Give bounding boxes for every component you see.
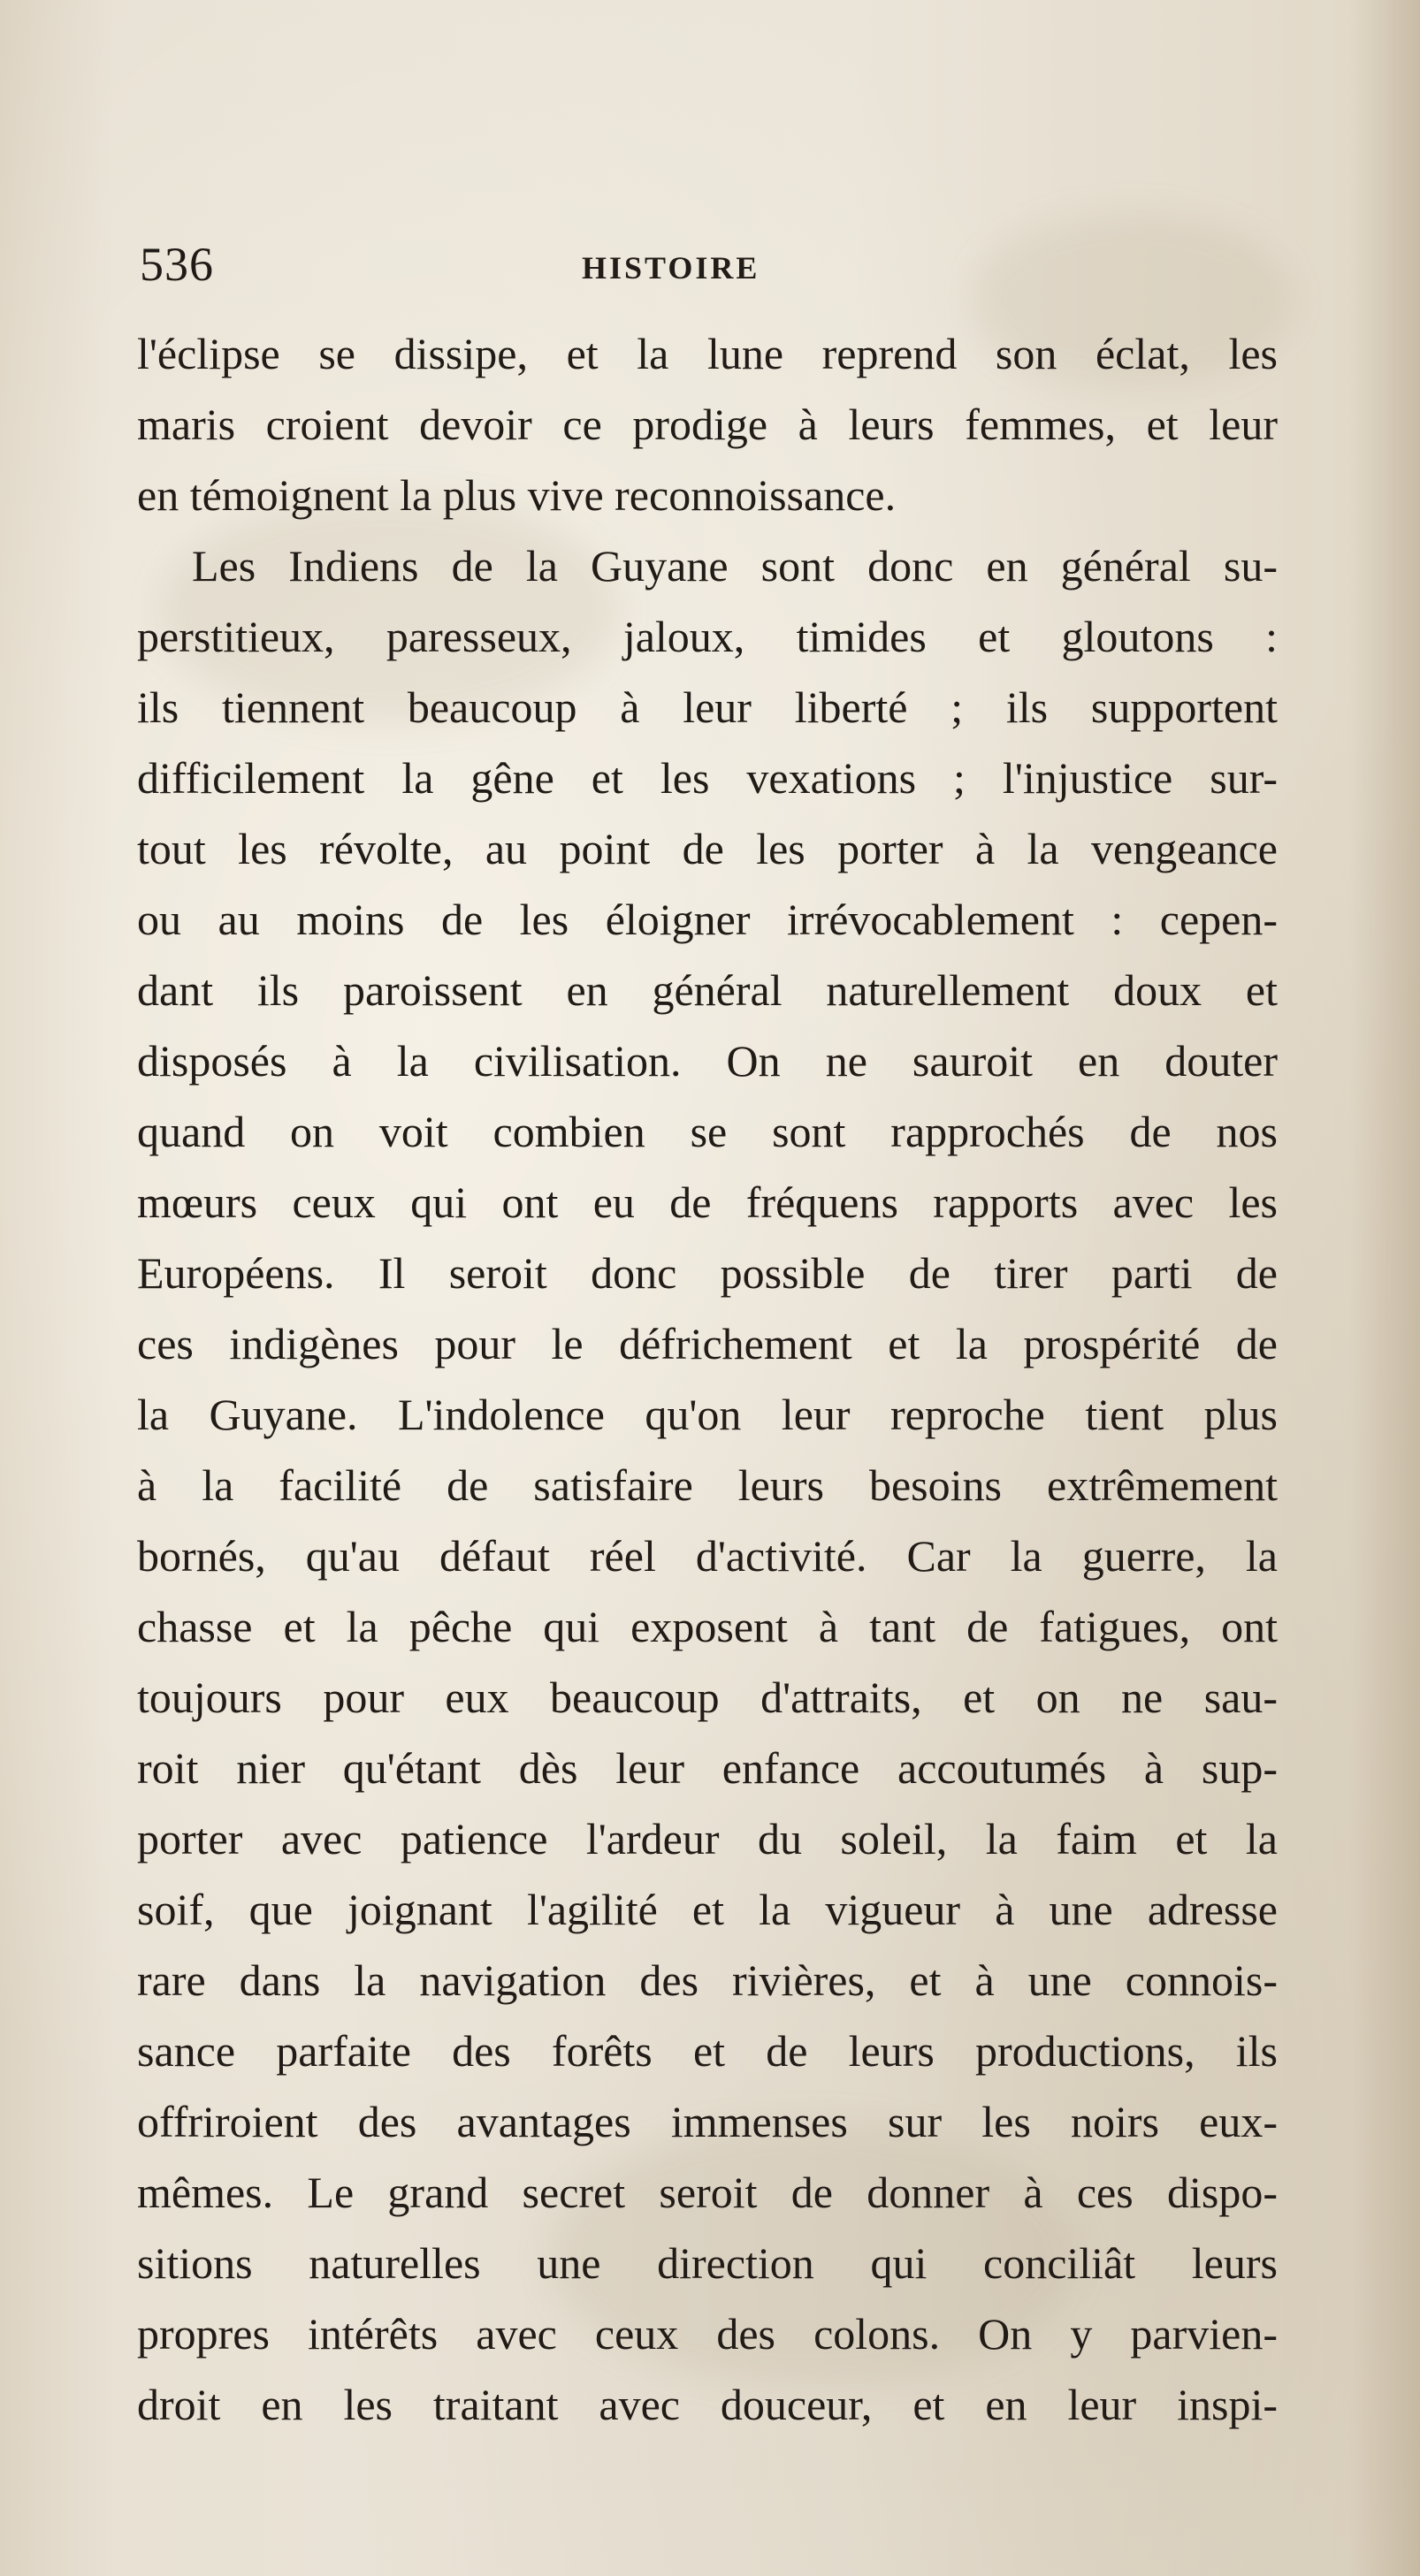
text-line: en témoignent la plus vive reconnoissance.: [137, 470, 897, 520]
text-line: maris croient devoir ce prodige à leurs femmes, et leur: [137, 400, 1278, 449]
text-line: ces indigènes pour le défrichement et la prospérité de: [137, 1319, 1278, 1368]
text-line: bornés, qu'au défaut réel d'activité. Car la guerre, la: [137, 1531, 1278, 1581]
text-line: chasse et la pêche qui exposent à tant de fatigues, ont: [137, 1602, 1278, 1651]
text-line: sitions naturelles une direction qui conciliât leurs: [137, 2238, 1278, 2288]
text-line: disposés à la civilisation. On ne sauroit en douter: [137, 1036, 1278, 1086]
text-line: mêmes. Le grand secret seroit de donner à ces dispo-: [137, 2168, 1278, 2217]
text-line: perstitieux, paresseux, jaloux, timides et gloutons :: [137, 612, 1278, 661]
text-line: rare dans la navigation des rivières, et à une connois-: [137, 1955, 1278, 2005]
text-line: offriroient des avantages immenses sur les noirs eux-: [137, 2097, 1278, 2146]
text-line: porter avec patience l'ardeur du soleil, la faim et la: [137, 1814, 1278, 1863]
text-line: soif, que joignant l'agilité et la vigueur à une adresse: [137, 1885, 1278, 1934]
text-line: tout les révolte, au point de les porter à la vengeance: [137, 824, 1278, 873]
running-head: HISTOIRE: [582, 250, 760, 286]
text-line: Européens. Il seroit donc possible de tirer parti de: [137, 1248, 1278, 1298]
text-line: à la facilité de satisfaire leurs besoins extrêmement: [137, 1460, 1278, 1510]
body-text: [137, 318, 1278, 2440]
text-line: la Guyane. L'indolence qu'on leur reproche tient plus: [137, 1390, 1278, 1439]
text-line: difficilement la gêne et les vexations ; l'injustice sur-: [137, 753, 1278, 803]
page-header: [140, 237, 1280, 299]
text-line: roit nier qu'étant dès leur enfance accoutumés à sup-: [137, 1743, 1278, 1793]
text-line: dant ils paroissent en général naturellement doux et: [137, 965, 1278, 1015]
text-line: l'éclipse se dissipe, et la lune reprend son éclat, les: [137, 329, 1278, 378]
text-line: ou au moins de les éloigner irrévocablement : cepen-: [137, 895, 1278, 944]
page-number: 536: [140, 238, 214, 291]
text-line: quand on voit combien se sont rapprochés de nos: [137, 1107, 1278, 1156]
paragraph-start-line: Les Indiens de la Guyane sont donc en général su-: [192, 541, 1278, 591]
text-line: mœurs ceux qui ont eu de fréquens rapports avec les: [137, 1177, 1278, 1227]
text-line: ils tiennent beaucoup à leur liberté ; ils supportent: [137, 682, 1278, 732]
text-line: sance parfaite des forêts et de leurs productions, ils: [137, 2026, 1278, 2076]
text-line: toujours pour eux beaucoup d'attraits, et on ne sau-: [137, 1673, 1278, 1722]
text-line: droit en les traitant avec douceur, et en leur inspi-: [137, 2380, 1278, 2429]
text-line: propres intérêts avec ceux des colons. On y parvien-: [137, 2309, 1278, 2359]
